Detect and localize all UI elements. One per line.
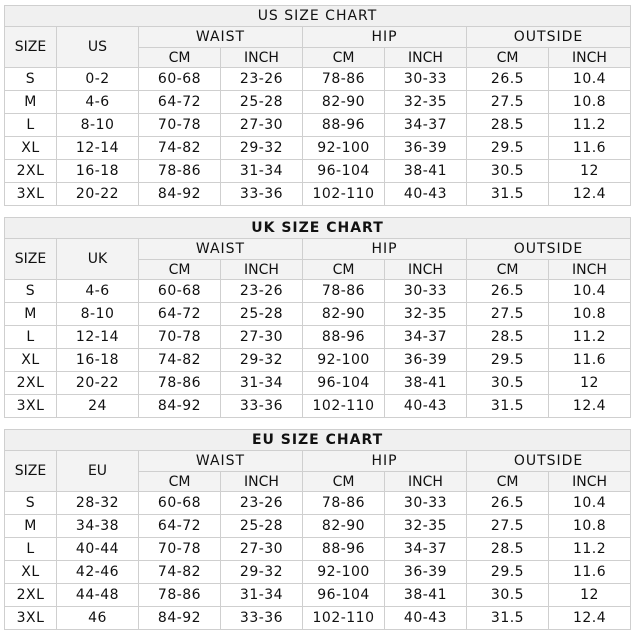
- waist-inch-cell: 27-30: [221, 326, 303, 349]
- region-cell: 34-38: [57, 515, 139, 538]
- outside-inch-cell: 10.8: [549, 515, 631, 538]
- outside-inch-cell: 10.4: [549, 68, 631, 91]
- hip-inch-cell: 38-41: [385, 160, 467, 183]
- hip-cm-cell: 88-96: [303, 114, 385, 137]
- hip-cm-cell: 78-86: [303, 280, 385, 303]
- region-cell: 24: [57, 395, 139, 418]
- waist-group-header: WAIST: [139, 239, 303, 260]
- waist-inch-cell: 29-32: [221, 137, 303, 160]
- size-cell: 3XL: [5, 607, 57, 630]
- region-cell: 44-48: [57, 584, 139, 607]
- outside-cm-cell: 26.5: [467, 68, 549, 91]
- outside-inch-cell: 12.4: [549, 183, 631, 206]
- waist-inch-cell: 31-34: [221, 372, 303, 395]
- hip-inch-cell: 34-37: [385, 326, 467, 349]
- outside-inch-cell: 12: [549, 372, 631, 395]
- waist-cm-cell: 60-68: [139, 280, 221, 303]
- waist-inch-cell: 25-28: [221, 515, 303, 538]
- outside-inch-header: INCH: [549, 48, 631, 68]
- hip-group-header: HIP: [303, 27, 467, 48]
- outside-cm-cell: 27.5: [467, 515, 549, 538]
- hip-inch-cell: 36-39: [385, 349, 467, 372]
- hip-cm-cell: 102-110: [303, 607, 385, 630]
- waist-inch-header: INCH: [221, 48, 303, 68]
- waist-inch-header: INCH: [221, 260, 303, 280]
- size-column-header: SIZE: [5, 451, 57, 492]
- waist-inch-cell: 25-28: [221, 91, 303, 114]
- size-cell: S: [5, 492, 57, 515]
- size-cell: S: [5, 280, 57, 303]
- hip-inch-cell: 32-35: [385, 91, 467, 114]
- size-cell: L: [5, 114, 57, 137]
- size-cell: XL: [5, 137, 57, 160]
- waist-inch-cell: 33-36: [221, 395, 303, 418]
- table-row: [5, 91, 631, 114]
- size-cell: M: [5, 515, 57, 538]
- size-cell: L: [5, 326, 57, 349]
- waist-cm-header: CM: [139, 48, 221, 68]
- hip-cm-cell: 78-86: [303, 68, 385, 91]
- hip-cm-cell: 92-100: [303, 349, 385, 372]
- size-column-header: SIZE: [5, 239, 57, 280]
- hip-inch-header: INCH: [385, 472, 467, 492]
- hip-cm-cell: 92-100: [303, 137, 385, 160]
- hip-inch-header: INCH: [385, 48, 467, 68]
- waist-cm-cell: 84-92: [139, 395, 221, 418]
- table-row: [5, 395, 631, 418]
- eu-size-chart: [4, 429, 630, 630]
- size-cell: 3XL: [5, 395, 57, 418]
- region-column-header: UK: [57, 239, 139, 280]
- size-cell: S: [5, 68, 57, 91]
- hip-inch-cell: 38-41: [385, 372, 467, 395]
- outside-inch-cell: 11.2: [549, 538, 631, 561]
- table-row: [5, 372, 631, 395]
- table-row: [5, 114, 631, 137]
- outside-inch-cell: 12: [549, 584, 631, 607]
- region-cell: 8-10: [57, 303, 139, 326]
- hip-group-header: HIP: [303, 239, 467, 260]
- region-cell: 8-10: [57, 114, 139, 137]
- outside-inch-cell: 11.2: [549, 326, 631, 349]
- region-cell: 16-18: [57, 160, 139, 183]
- outside-inch-cell: 11.6: [549, 349, 631, 372]
- table-row: [5, 303, 631, 326]
- hip-group-header: HIP: [303, 451, 467, 472]
- outside-group-header: OUTSIDE: [467, 239, 631, 260]
- region-cell: 16-18: [57, 349, 139, 372]
- hip-inch-cell: 30-33: [385, 280, 467, 303]
- outside-cm-cell: 29.5: [467, 349, 549, 372]
- size-cell: M: [5, 303, 57, 326]
- waist-inch-cell: 25-28: [221, 303, 303, 326]
- region-cell: 40-44: [57, 538, 139, 561]
- outside-cm-cell: 28.5: [467, 114, 549, 137]
- table-row: [5, 160, 631, 183]
- outside-inch-cell: 10.8: [549, 303, 631, 326]
- waist-cm-cell: 70-78: [139, 114, 221, 137]
- region-cell: 20-22: [57, 183, 139, 206]
- table-row: [5, 349, 631, 372]
- waist-inch-cell: 23-26: [221, 492, 303, 515]
- outside-inch-cell: 12.4: [549, 607, 631, 630]
- waist-inch-cell: 27-30: [221, 114, 303, 137]
- outside-cm-cell: 26.5: [467, 492, 549, 515]
- waist-cm-cell: 74-82: [139, 349, 221, 372]
- hip-cm-cell: 102-110: [303, 395, 385, 418]
- outside-cm-cell: 30.5: [467, 584, 549, 607]
- waist-cm-cell: 84-92: [139, 183, 221, 206]
- outside-inch-cell: 12: [549, 160, 631, 183]
- waist-inch-cell: 23-26: [221, 280, 303, 303]
- waist-cm-header: CM: [139, 260, 221, 280]
- uk-size-table: [4, 217, 631, 418]
- hip-inch-cell: 30-33: [385, 492, 467, 515]
- outside-cm-header: CM: [467, 260, 549, 280]
- size-cell: L: [5, 538, 57, 561]
- waist-cm-cell: 74-82: [139, 561, 221, 584]
- hip-inch-cell: 40-43: [385, 607, 467, 630]
- hip-cm-cell: 96-104: [303, 372, 385, 395]
- waist-inch-cell: 27-30: [221, 538, 303, 561]
- waist-inch-cell: 31-34: [221, 160, 303, 183]
- outside-cm-header: CM: [467, 48, 549, 68]
- table-row: [5, 183, 631, 206]
- waist-inch-cell: 23-26: [221, 68, 303, 91]
- outside-cm-cell: 27.5: [467, 303, 549, 326]
- region-cell: 4-6: [57, 91, 139, 114]
- region-cell: 12-14: [57, 326, 139, 349]
- chart-title: UK SIZE CHART: [5, 218, 631, 239]
- hip-inch-cell: 32-35: [385, 303, 467, 326]
- waist-inch-cell: 33-36: [221, 607, 303, 630]
- table-row: [5, 280, 631, 303]
- region-cell: 12-14: [57, 137, 139, 160]
- table-row: [5, 137, 631, 160]
- region-cell: 28-32: [57, 492, 139, 515]
- size-cell: M: [5, 91, 57, 114]
- outside-cm-cell: 31.5: [467, 183, 549, 206]
- waist-inch-header: INCH: [221, 472, 303, 492]
- uk-size-chart: [4, 217, 630, 418]
- hip-inch-cell: 40-43: [385, 183, 467, 206]
- waist-cm-cell: 64-72: [139, 515, 221, 538]
- region-cell: 0-2: [57, 68, 139, 91]
- waist-cm-cell: 74-82: [139, 137, 221, 160]
- hip-inch-cell: 38-41: [385, 584, 467, 607]
- waist-cm-cell: 60-68: [139, 492, 221, 515]
- hip-cm-cell: 88-96: [303, 538, 385, 561]
- table-row: [5, 561, 631, 584]
- table-row: [5, 515, 631, 538]
- hip-cm-cell: 78-86: [303, 492, 385, 515]
- hip-inch-cell: 40-43: [385, 395, 467, 418]
- waist-inch-cell: 29-32: [221, 349, 303, 372]
- region-cell: 42-46: [57, 561, 139, 584]
- outside-cm-cell: 30.5: [467, 160, 549, 183]
- region-cell: 4-6: [57, 280, 139, 303]
- hip-cm-header: CM: [303, 260, 385, 280]
- hip-cm-cell: 82-90: [303, 515, 385, 538]
- hip-inch-header: INCH: [385, 260, 467, 280]
- region-column-header: EU: [57, 451, 139, 492]
- outside-cm-cell: 29.5: [467, 561, 549, 584]
- size-cell: XL: [5, 349, 57, 372]
- waist-cm-cell: 64-72: [139, 91, 221, 114]
- us-size-table: [4, 5, 631, 206]
- hip-inch-cell: 34-37: [385, 114, 467, 137]
- outside-group-header: OUTSIDE: [467, 451, 631, 472]
- hip-cm-cell: 82-90: [303, 91, 385, 114]
- size-column-header: SIZE: [5, 27, 57, 68]
- waist-inch-cell: 33-36: [221, 183, 303, 206]
- table-row: [5, 68, 631, 91]
- size-cell: 2XL: [5, 584, 57, 607]
- outside-cm-cell: 26.5: [467, 280, 549, 303]
- size-cell: XL: [5, 561, 57, 584]
- outside-inch-cell: 10.8: [549, 91, 631, 114]
- outside-inch-header: INCH: [549, 472, 631, 492]
- waist-cm-cell: 60-68: [139, 68, 221, 91]
- outside-cm-cell: 28.5: [467, 326, 549, 349]
- outside-inch-cell: 12.4: [549, 395, 631, 418]
- outside-cm-header: CM: [467, 472, 549, 492]
- table-row: [5, 538, 631, 561]
- outside-inch-cell: 11.6: [549, 137, 631, 160]
- outside-group-header: OUTSIDE: [467, 27, 631, 48]
- waist-cm-cell: 78-86: [139, 584, 221, 607]
- us-size-chart: [4, 5, 630, 206]
- outside-inch-cell: 10.4: [549, 280, 631, 303]
- waist-inch-cell: 31-34: [221, 584, 303, 607]
- waist-cm-cell: 70-78: [139, 326, 221, 349]
- waist-cm-cell: 84-92: [139, 607, 221, 630]
- outside-cm-cell: 30.5: [467, 372, 549, 395]
- waist-cm-cell: 64-72: [139, 303, 221, 326]
- size-cell: 3XL: [5, 183, 57, 206]
- waist-group-header: WAIST: [139, 27, 303, 48]
- hip-cm-cell: 82-90: [303, 303, 385, 326]
- table-row: [5, 326, 631, 349]
- waist-cm-cell: 78-86: [139, 372, 221, 395]
- hip-inch-cell: 30-33: [385, 68, 467, 91]
- hip-cm-header: CM: [303, 472, 385, 492]
- size-cell: 2XL: [5, 372, 57, 395]
- hip-inch-cell: 36-39: [385, 561, 467, 584]
- hip-cm-cell: 96-104: [303, 160, 385, 183]
- outside-cm-cell: 31.5: [467, 607, 549, 630]
- chart-title: US SIZE CHART: [5, 6, 631, 27]
- hip-inch-cell: 34-37: [385, 538, 467, 561]
- region-cell: 46: [57, 607, 139, 630]
- size-cell: 2XL: [5, 160, 57, 183]
- table-row: [5, 492, 631, 515]
- outside-inch-cell: 10.4: [549, 492, 631, 515]
- outside-cm-cell: 31.5: [467, 395, 549, 418]
- waist-inch-cell: 29-32: [221, 561, 303, 584]
- chart-title: EU SIZE CHART: [5, 430, 631, 451]
- hip-cm-cell: 88-96: [303, 326, 385, 349]
- hip-cm-cell: 102-110: [303, 183, 385, 206]
- hip-cm-cell: 92-100: [303, 561, 385, 584]
- outside-cm-cell: 27.5: [467, 91, 549, 114]
- hip-inch-cell: 32-35: [385, 515, 467, 538]
- hip-cm-header: CM: [303, 48, 385, 68]
- outside-cm-cell: 29.5: [467, 137, 549, 160]
- waist-cm-cell: 78-86: [139, 160, 221, 183]
- eu-size-table: [4, 429, 631, 630]
- hip-cm-cell: 96-104: [303, 584, 385, 607]
- table-row: [5, 584, 631, 607]
- table-row: [5, 607, 631, 630]
- waist-cm-cell: 70-78: [139, 538, 221, 561]
- hip-inch-cell: 36-39: [385, 137, 467, 160]
- outside-cm-cell: 28.5: [467, 538, 549, 561]
- outside-inch-header: INCH: [549, 260, 631, 280]
- region-column-header: US: [57, 27, 139, 68]
- outside-inch-cell: 11.2: [549, 114, 631, 137]
- region-cell: 20-22: [57, 372, 139, 395]
- waist-cm-header: CM: [139, 472, 221, 492]
- outside-inch-cell: 11.6: [549, 561, 631, 584]
- waist-group-header: WAIST: [139, 451, 303, 472]
